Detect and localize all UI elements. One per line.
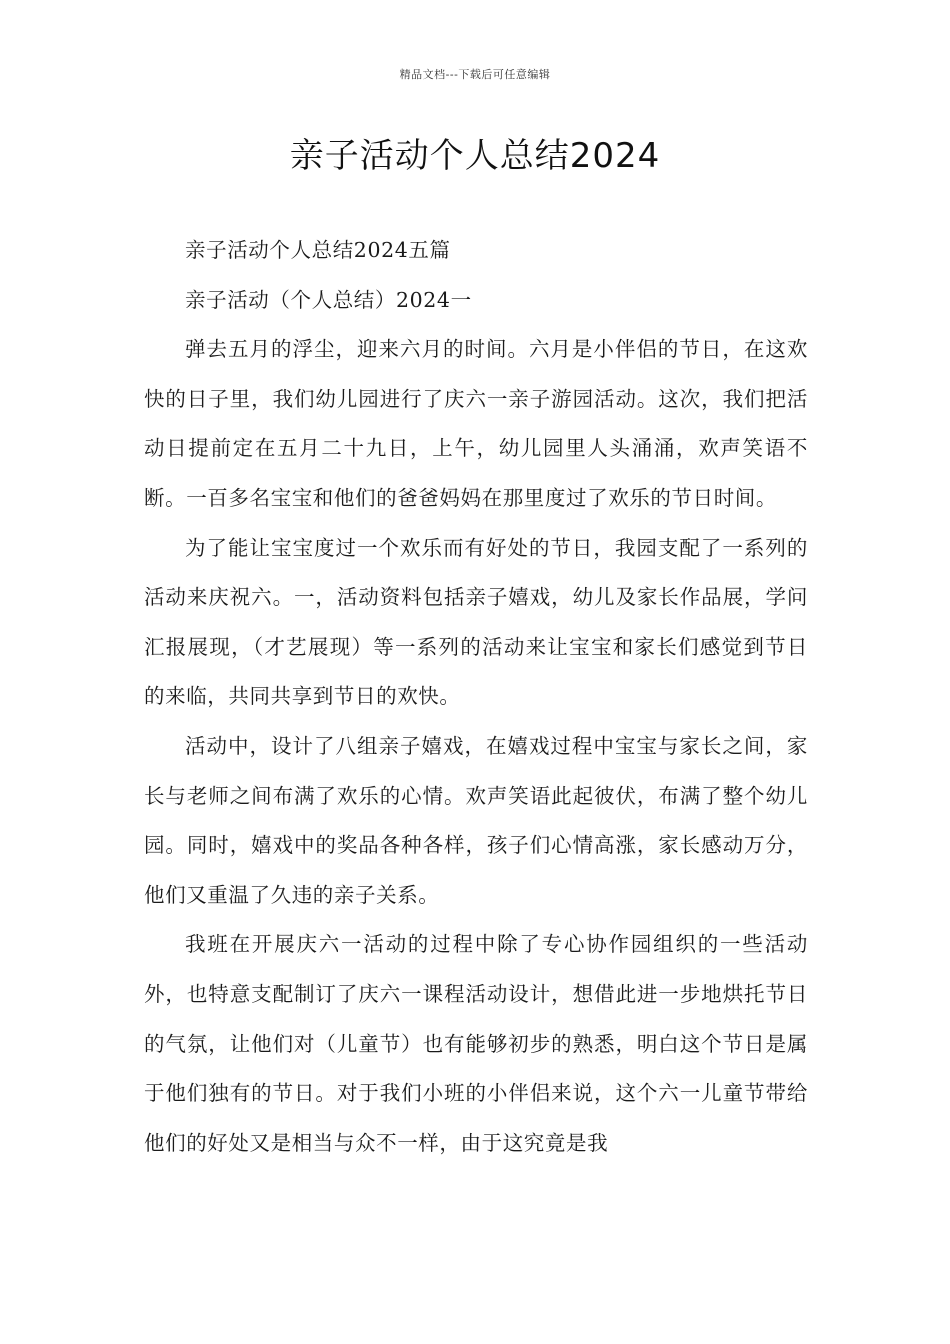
document-title: 亲子活动个人总结2024 [289,136,661,176]
header-note: 精品文档---下载后可任意编辑 [399,68,551,81]
paragraph: 弹去五月的浮尘，迎来六月的时间。六月是小伴侣的节日，在这欢快的日子里，我们幼儿园进行了庆六一亲子游园活动。这次，我们把活动日提前定在五月二十九日，上午，幼儿园里人头涌涌，欢声笑语不断。一百多名宝宝和他们的爸爸妈妈在那里度过了欢乐的节日时间。 [144,337,808,510]
paragraph: 为了能让宝宝度过一个欢乐而有好处的节日，我园支配了一系列的活动来庆祝六。一，活动资料包括亲子嬉戏，幼儿及家长作品展，学问汇报展现，（才艺展现）等一系列的活动来让宝宝和家长们感觉到节日的来临，共同共享到节日的欢快。 [144,535,808,709]
paragraph: 我班在开展庆六一活动的过程中除了专心协作园组织的一些活动外，也特意支配制订了庆六一课程活动设计，想借此进一步地烘托节日的气氛，让他们对（儿童节）也有能够初步的熟悉，明白这个节日是属于他们独有的节日。对于我们小班的小伴侣来说，这个六一儿童节带给他们的好处又是相当与众不一样，由于这究竟是我 [144,932,808,1155]
document-body [144,226,808,1168]
subtitle-line: 亲子活动个人总结2024五篇 [185,238,451,262]
section-heading: 亲子活动（个人总结）2024一 [185,287,472,312]
paragraph: 活动中，设计了八组亲子嬉戏，在嬉戏过程中宝宝与家长之间，家长与老师之间布满了欢乐的心情。欢声笑语此起彼伏，布满了整个幼儿园。同时，嬉戏中的奖品各种各样，孩子们心情高涨，家长感动万分，他们又重温了久违的亲子关系。 [144,733,808,907]
